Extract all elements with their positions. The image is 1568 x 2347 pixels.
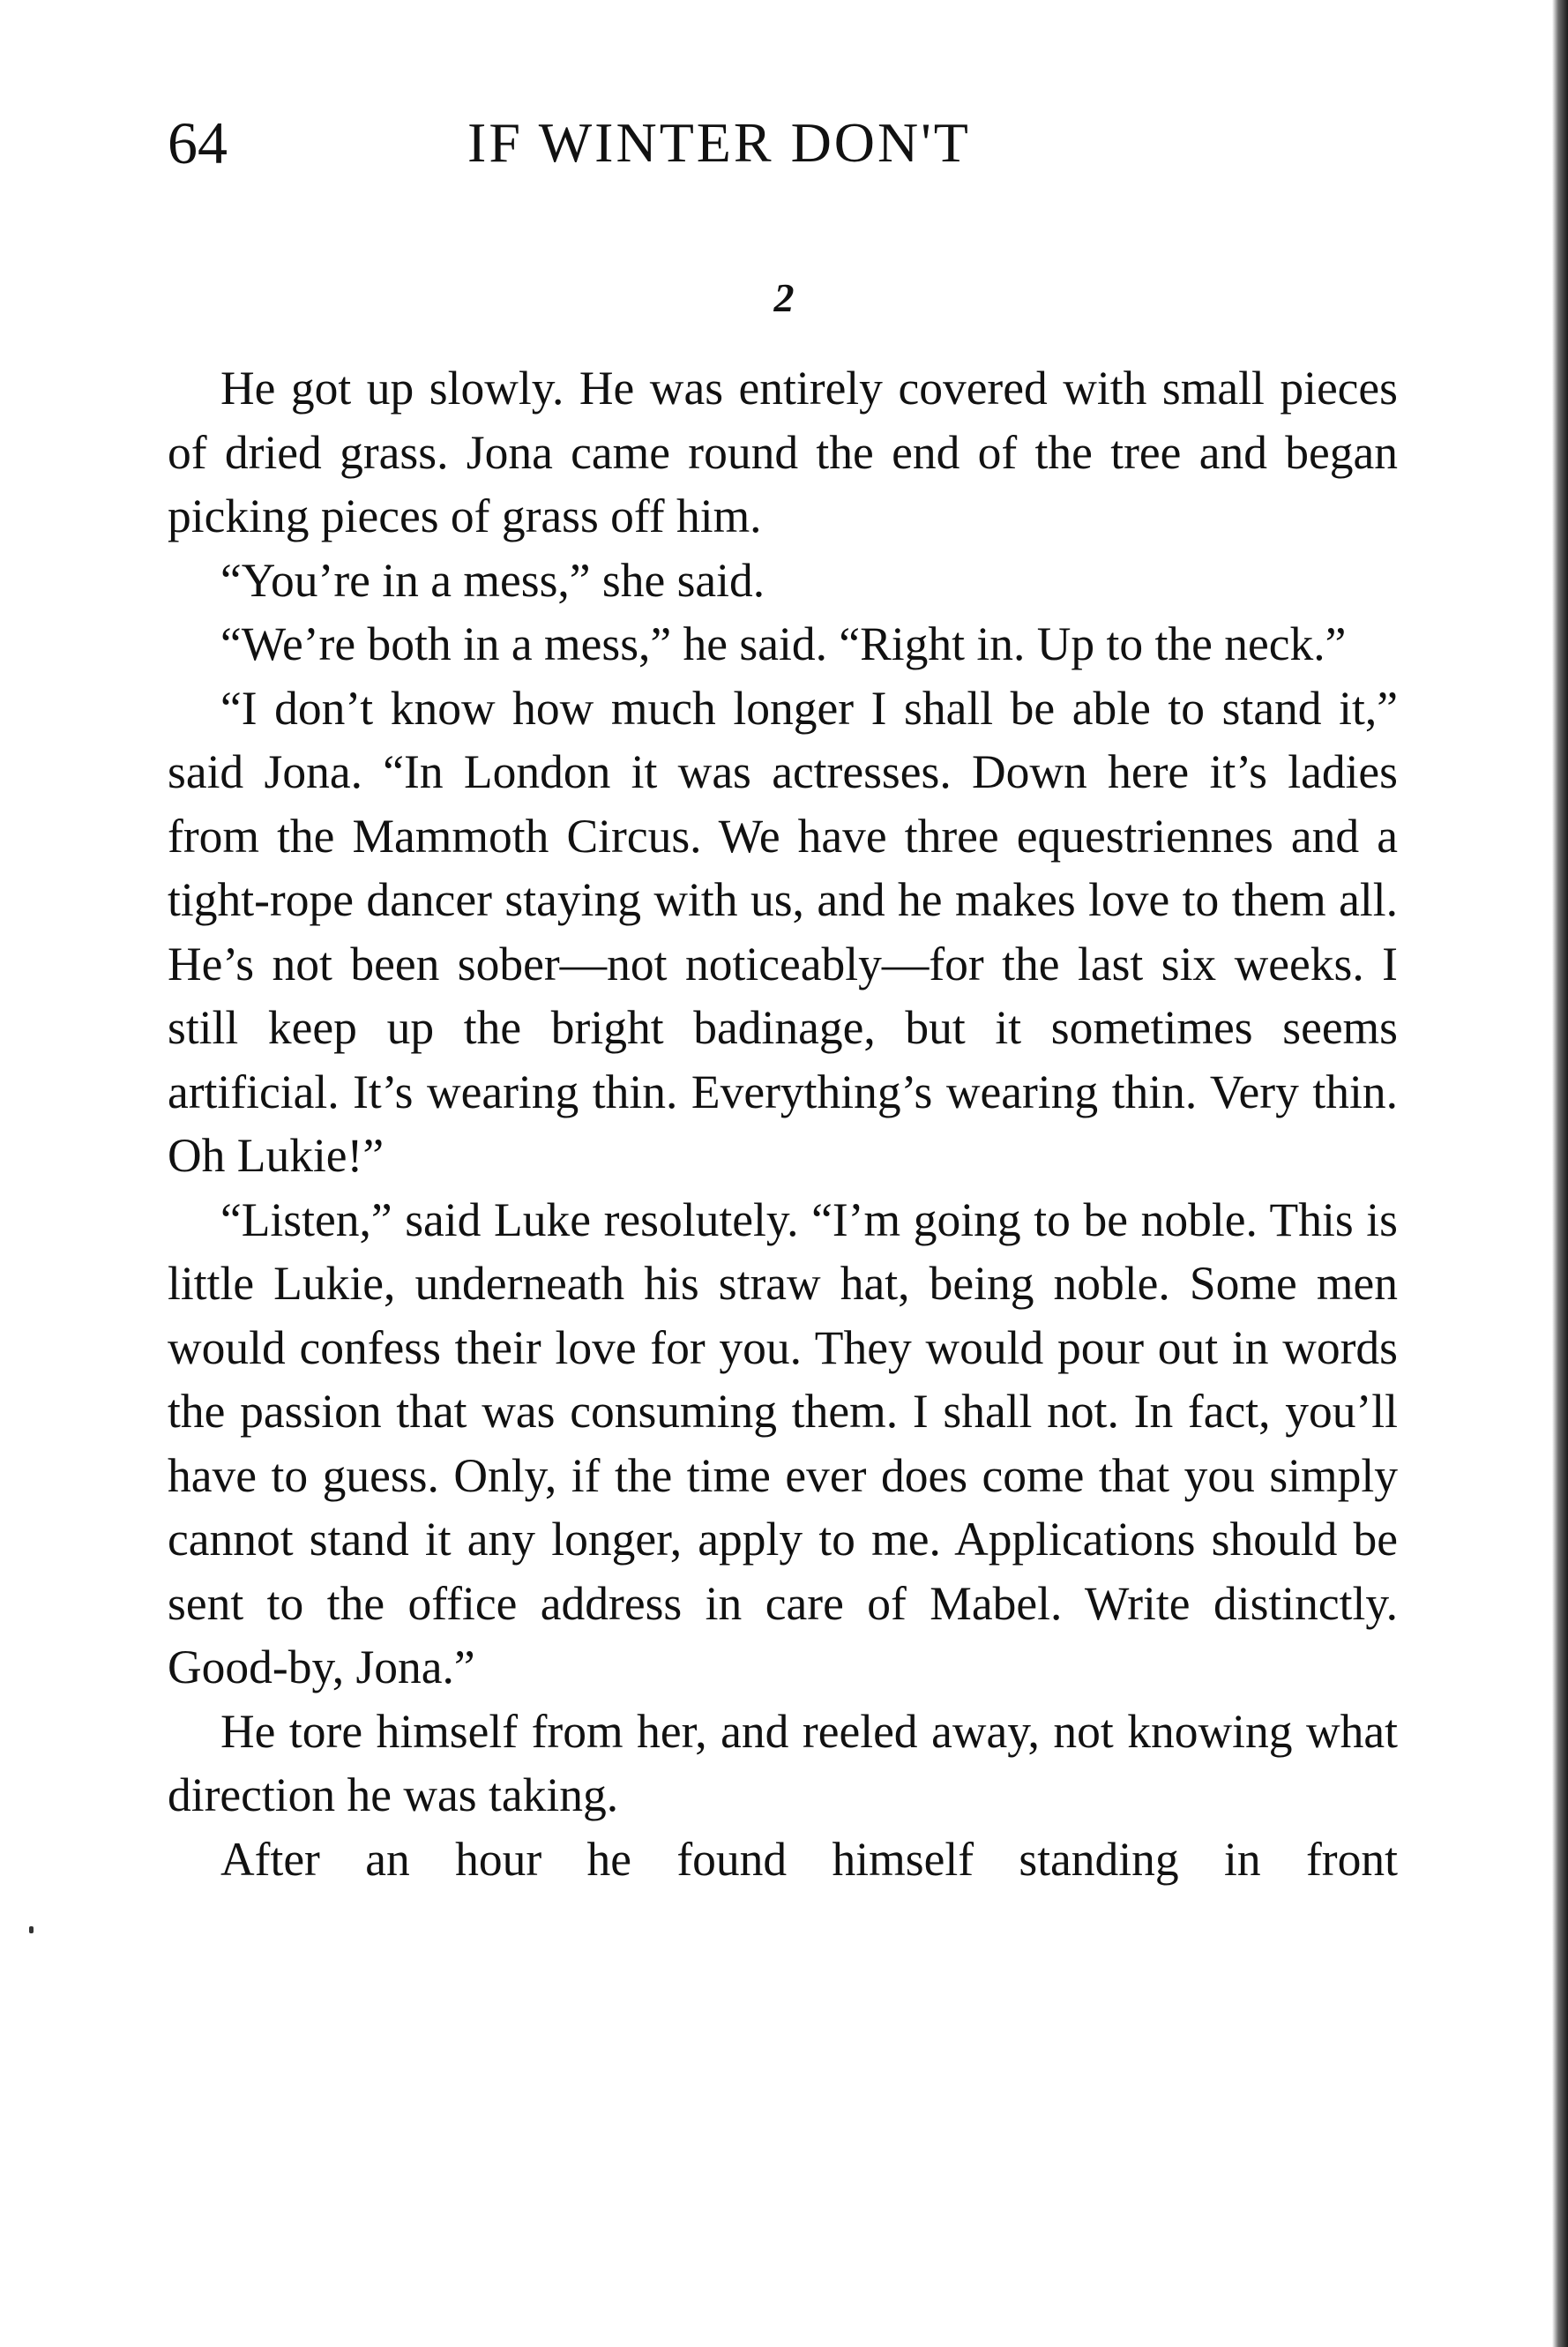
page-number: 64 (168, 109, 228, 176)
paragraph: “We’re both in a mess,” he said. “Right in. Up to the neck.” (220, 617, 1347, 670)
paragraph: He got up slowly. He was entirely covered with small pieces of dried grass. Jona came round the end of the tree and began picking pieces of grass off him. (168, 362, 1398, 542)
paragraph: “I don’t know how much longer I shall be able to stand it,” said Jona. “In London it was actresses. Down here it’s ladies from the Mammoth Circus. We have three equestriennes and a tight-rope dancer staying with us, and he makes love to them all. He’s not been sober—not noticeably—for the last six weeks. I still keep up the bright badinage, but it sometimes seems artificial. It’s wearing thin. Everything’s wearing thin. Very thin. Oh Lukie!” (168, 681, 1398, 1182)
paragraph: “Listen,” said Luke resolutely. “I’m going to be noble. This is little Lukie, underneath his straw hat, being noble. Some men would confess their love for you. They would pour out in words the passion that was consuming them. I shall not. In fact, you’ll have to guess. Only, if the time ever does come that you simply cannot stand it any longer, apply to me. Applications should be sent to the office address in care of Mabel. Write distinctly. Good-by, Jona.” (168, 1192, 1398, 1693)
paragraph: “You’re in a mess,” she said. (220, 553, 765, 607)
section-number: 2 (773, 275, 795, 320)
page-edge-shadow (1552, 0, 1568, 2347)
paragraph: After an hour he found himself standing in front (220, 1832, 1398, 1886)
running-title: IF WINTER DON'T (467, 111, 971, 174)
margin-mark (29, 1926, 34, 1933)
running-head (168, 108, 1402, 178)
body-text (168, 356, 1398, 1891)
paragraph: He tore himself from her, and reeled away, not knowing what direction he was taking. (168, 1704, 1398, 1821)
